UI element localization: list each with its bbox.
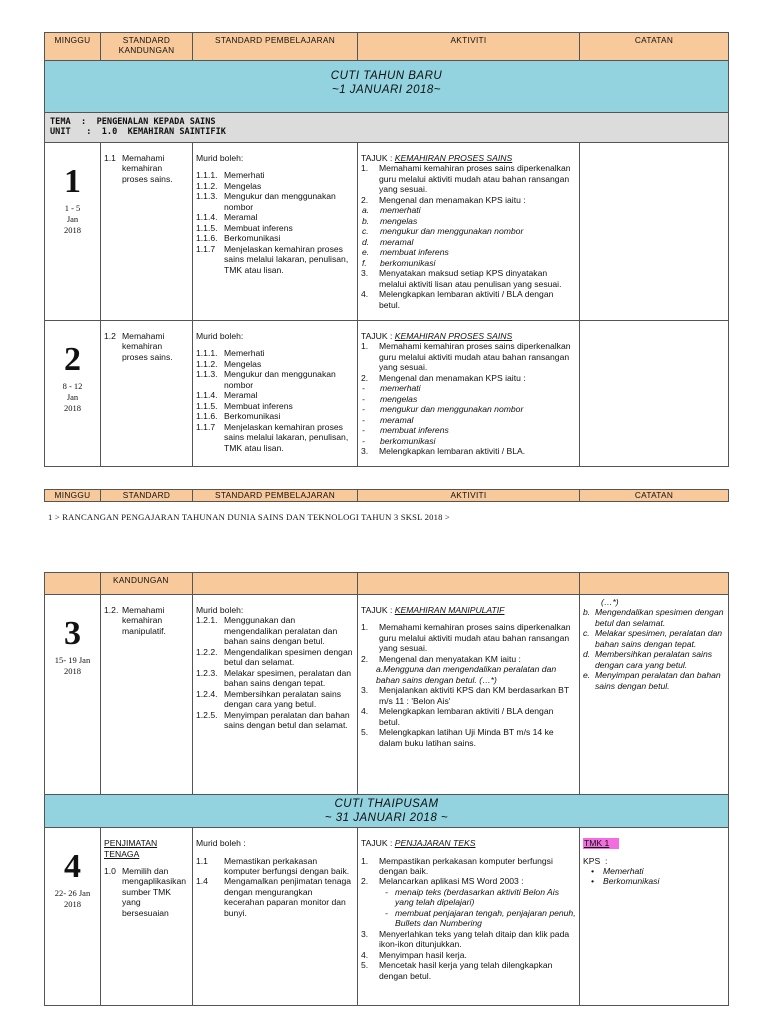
header-minggu: MINGGU bbox=[45, 490, 101, 502]
catatan-item: e. Menyimpan peralatan dan bahan sains dengan betul. bbox=[583, 670, 721, 691]
holiday-date: ~ 31 JANUARI 2018 ~ bbox=[324, 812, 449, 825]
header-standard-kandungan: STANDARD KANDUNGAN bbox=[101, 33, 193, 61]
header-aktiviti: AKTIVITI bbox=[358, 490, 580, 502]
sp-item: 1.1.3. Mengukur dan menggunakan nombor bbox=[196, 191, 336, 212]
header-standard-pembelajaran: STANDARD PEMBELAJARAN bbox=[193, 33, 358, 61]
kps-item: c. mengukur dan menggunakan nombor bbox=[362, 226, 524, 237]
week-cell bbox=[45, 142, 101, 320]
sp-item: 1.1.3. Mengukur dan menggunakan nombor bbox=[196, 369, 336, 390]
tajuk-title: PENJAJARAN TEKS bbox=[394, 838, 476, 849]
kps-item: - mengelas bbox=[362, 393, 418, 404]
catatan-cell bbox=[580, 142, 729, 320]
week-dates: 15- 19 Jan 2018 bbox=[54, 655, 91, 677]
standard-kandungan-cell: 1.1 Memahami kemahiran proses sains. bbox=[101, 142, 193, 320]
plan-table-page2 bbox=[44, 572, 729, 1006]
tmk-badge: TMK 1 bbox=[583, 838, 619, 848]
sp-item: 1.2.1. Menggunakan dan mengendalikan peralatan dan bahan sains dengan betul. bbox=[196, 615, 338, 647]
tema-line: TEMA : PENGENALAN KEPADA SAINS bbox=[50, 117, 216, 127]
plan-table-page1 bbox=[44, 32, 729, 467]
tajuk-title: KEMAHIRAN PROSES SAINS bbox=[394, 330, 513, 341]
sp-item: 1.1.1. Memerhati bbox=[196, 348, 265, 359]
header-aktiviti: AKTIVITI bbox=[358, 33, 580, 61]
aktiviti-cell: TAJUK : KEMAHIRAN PROSES SAINS 1. Memahami kemahiran proses sains diperkenalkan guru melalui aktiviti mudah atau bahan ransangan yang sesuai. 2. Mengenal dan menamakan KPS iaitu : a. memerhati b. mengelas c. mengukur dan menggunakan nombor d. meramal e. membuat inferens f. berkomunikasi 3. Menyatakan maksud setiap KPS dinyatakan melalui aktiviti lisan atau penulisan yang sesuai. 4. Melengkapkan lembaran aktiviti / BLA dengan betul. bbox=[358, 142, 580, 320]
header-catatan: CATATAN bbox=[580, 33, 729, 61]
sp-item: 1.2.5. Menyimpan peralatan dan bahan sains dengan betul dan selamat. bbox=[196, 709, 350, 731]
aktiviti-cell: TAJUK : KEMAHIRAN PROSES SAINS 1. Memahami kemahiran proses sains diperkenalkan guru melalui aktiviti mudah atau bahan ransangan yang sesuai. 2. Mengenal dan menamakan KPS iaitu : - memerhati - mengelas - mengukur dan menggunakan nombor - meramal - membuat inferens - berkomunikasi 3. Melengkapkan lembaran aktiviti / BLA. bbox=[358, 320, 580, 466]
kps-item: e. membuat inferens bbox=[362, 247, 449, 258]
week-number: 4 bbox=[64, 848, 81, 886]
standard-kandungan-cell: PENJIMATAN TENAGA 1.0 Memilih dan mengaplikasikan sumber TMK yang bersesuaian bbox=[101, 828, 193, 1006]
aktiviti-cell: TAJUK : PENJAJARAN TEKS 1. Mempastikan perkakasan komputer berfungsi dengan baik. 2. Melancarkan aplikasi MS Word 2003 : - menaip teks (berdasarkan aktiviti Belon Ais yang telah dipelajari) - membuat penjajaran tengah, penjajaran penuh, Bullets dan Numbering 3. Menyerlahkan teks yang telah ditaip dan klik pada ikon-ikon ditunjukkan. 4. Menyimpan hasil kerja. 5. Mencetak hasil kerja yang telah dilengkapkan dengan betul. bbox=[358, 828, 580, 1006]
sp-item: 1.1.5. Membuat inferens bbox=[196, 222, 293, 233]
week-number: 3 bbox=[64, 615, 81, 652]
week-dates: 22- 26 Jan 2018 bbox=[54, 888, 91, 910]
catatan-item: d. Membersihkan peralatan sains dengan cara yang betul. bbox=[583, 649, 713, 670]
week-row-2 bbox=[45, 320, 729, 466]
tajuk-title: KEMAHIRAN PROSES SAINS bbox=[394, 152, 513, 163]
sp-item: 1.1.6. Berkomunikasi bbox=[196, 233, 281, 244]
standard-pembelajaran-cell: Murid boleh: 1.1.1. Memerhati 1.1.2. Mengelas 1.1.3. Mengukur dan menggunakan nombor 1.1.4. Meramal 1.1.5. Membuat inferens 1.1.6. Berkomunikasi 1.1.7 Menjelaskan kemahiran proses sains melalui lakaran, penulisan, TMK atau lisan. bbox=[193, 320, 358, 466]
catatan-cell bbox=[580, 320, 729, 466]
week-cell bbox=[45, 595, 101, 795]
page-footer: 1 > RANCANGAN PENGAJARAN TAHUNAN DUNIA SAINS DAN TEKNOLOGI TAHUN 3 SKSL 2018 > bbox=[48, 512, 450, 522]
sp-item: 1.1.1. Memerhati bbox=[196, 170, 265, 181]
sk-text: Memahami kemahiran proses sains. bbox=[122, 330, 173, 362]
sp-item: 1.1.7 Menjelaskan kemahiran proses sains melalui lakaran, penulisan, TMK atau lisan. bbox=[196, 421, 349, 453]
sp-item: 1.2.4. Membersihkan peralatan sains dengan cara yang betul. bbox=[196, 688, 342, 710]
sk-text: Memahami kemahiran proses sains. bbox=[122, 152, 173, 184]
catatan-item: c. Melakar spesimen, peralatan dan bahan sains dengan tepat. bbox=[583, 628, 723, 649]
footer-header-table bbox=[44, 489, 729, 502]
catatan-cell bbox=[580, 828, 729, 1006]
kps-bullet: • Memerhati bbox=[591, 866, 644, 876]
kps-item: - mengukur dan menggunakan nombor bbox=[362, 404, 524, 415]
kps-item: f. berkomunikasi bbox=[362, 257, 436, 268]
holiday-title: CUTI TAHUN BARU bbox=[330, 70, 443, 82]
week-dates: 1 - 5 Jan 2018 bbox=[64, 202, 81, 236]
header-row bbox=[45, 573, 729, 595]
sp-item: 1.1.4. Meramal bbox=[196, 212, 258, 223]
week-row-1 bbox=[45, 142, 729, 320]
week-row-3 bbox=[45, 595, 729, 795]
standard-kandungan-cell: 1.2 Memahami kemahiran proses sains. bbox=[101, 320, 193, 466]
kps-item: - membuat inferens bbox=[362, 425, 449, 436]
week-cell bbox=[45, 320, 101, 466]
kps-item: a. memerhati bbox=[362, 205, 421, 216]
sk-title: PENJIMATAN TENAGA bbox=[104, 838, 158, 859]
kps-item: b. mengelas bbox=[362, 215, 418, 226]
header-kandungan: KANDUNGAN bbox=[101, 573, 193, 595]
week-cell bbox=[45, 828, 101, 1006]
header-standard-pembelajaran: STANDARD PEMBELAJARAN bbox=[193, 490, 358, 502]
holiday-row-new-year bbox=[45, 61, 729, 113]
sp-item: 1.1 Memastikan perkakasan komputer berfungsi dengan baik. bbox=[196, 855, 350, 876]
header-minggu: MINGGU bbox=[45, 33, 101, 61]
kps-item: - memerhati bbox=[362, 383, 421, 394]
kps-item: d. meramal bbox=[362, 236, 414, 247]
sk-text: Memilih dan mengaplikasikan sumber TMK yang bersesuaian bbox=[122, 866, 187, 918]
standard-pembelajaran-cell: Murid boleh: 1.1.1. Memerhati 1.1.2. Mengelas 1.1.3. Mengukur dan menggunakan nombor 1.1.4. Meramal 1.1.5. Membuat inferens 1.1.6. Berkomunikasi 1.1.7 Menjelaskan kemahiran proses sains melalui lakaran, penulisan, TMK atau lisan. bbox=[193, 142, 358, 320]
holiday-row-thaipusam bbox=[45, 795, 729, 828]
sp-item: 1.1.7 Menjelaskan kemahiran proses sains melalui lakaran, penulisan, TMK atau lisan. bbox=[196, 243, 349, 275]
sp-item: 1.1.6. Berkomunikasi bbox=[196, 411, 281, 422]
kps-item: - meramal bbox=[362, 414, 414, 425]
sp-item: 1.2.3. Melakar spesimen, peralatan dan bahan sains dengan tepat. bbox=[196, 667, 352, 689]
header-catatan: CATATAN bbox=[580, 490, 729, 502]
kps-item: - berkomunikasi bbox=[362, 435, 436, 446]
unit-line: UNIT : 1.0 KEMAHIRAN SAINTIFIK bbox=[50, 127, 226, 138]
sp-item: 1.1.2. Mengelas bbox=[196, 180, 262, 191]
sk-text: Memahami kemahiran manipulatif. bbox=[122, 605, 166, 636]
sp-item: 1.1.2. Mengelas bbox=[196, 358, 262, 369]
kps-bullet: • Berkomunikasi bbox=[591, 876, 660, 887]
catatan-item: b. Mengendalikan spesimen dengan betul dan selamat. bbox=[583, 607, 724, 628]
sp-item: 1.4 Mengamalkan penjimatan tenaga dengan mengurangkan kecerahan paparan monitor dan bunyi. bbox=[196, 876, 352, 918]
tajuk-title: KEMAHIRAN MANIPULATIF bbox=[394, 605, 505, 615]
standard-pembelajaran-cell: Murid boleh: 1.2.1. Menggunakan dan mengendalikan peralatan dan bahan sains dengan betul. 1.2.2. Mengendalikan spesimen dengan betul dan selamat. 1.2.3. Melakar spesimen, peralatan dan bahan sains dengan tepat. 1.2.4. Membersihkan peralatan sains dengan cara yang betul. 1.2.5. Menyimpan peralatan dan bahan sains dengan betul dan selamat. bbox=[193, 595, 358, 795]
sp-item: 1.1.5. Membuat inferens bbox=[196, 400, 293, 411]
week-dates: 8 - 12 Jan 2018 bbox=[62, 380, 83, 414]
kps-label: KPS : bbox=[583, 855, 608, 866]
header-row bbox=[45, 33, 729, 61]
week-number: 1 bbox=[64, 162, 81, 200]
catatan-cell: (…*) b. Mengendalikan spesimen dengan betul dan selamat. c. Melakar spesimen, peralatan dan bahan sains dengan tepat. d. Membersihkan peralatan sains dengan cara yang betul. e. Menyimpan peralatan dan bahan sains dengan betul. bbox=[580, 595, 729, 795]
holiday-date: ~1 JANUARI 2018~ bbox=[331, 84, 441, 97]
aktiviti-cell: TAJUK : KEMAHIRAN MANIPULATIF 1. Memahami kemahiran proses sains diperkenalkan guru melalui aktiviti mudah atau bahan ransangan yang sesuai. 2. Mengenal dan menyatakan KM iaitu : a.Mengguna dan mengendalikan peralatan dan bahan sains dengan betul. (…*) 3. Menjalankan aktiviti KPS dan KM berdasarkan BT m/s 11 : 'Belon Ais' 4. Melengkapkan lembaran aktiviti / BLA dengan betul. 5. Melengkapkan latihan Uji Minda BT m/s 14 ke dalam buku latihan sains. bbox=[358, 595, 580, 795]
standard-kandungan-cell: 1.2. Memahami kemahiran manipulatif. bbox=[101, 595, 193, 795]
standard-pembelajaran-cell: Murid boleh : 1.1 Memastikan perkakasan komputer berfungsi dengan baik. 1.4 Mengamalkan penjimatan tenaga dengan mengurangkan kecerahan paparan monitor dan bunyi. bbox=[193, 828, 358, 1006]
week-number: 2 bbox=[64, 340, 81, 378]
sp-item: 1.1.4. Meramal bbox=[196, 390, 258, 401]
sp-item: 1.2.2. Mengendalikan spesimen dengan betul dan selamat. bbox=[196, 646, 353, 668]
header-standard: STANDARD bbox=[101, 490, 193, 502]
tema-row bbox=[45, 113, 729, 143]
week-row-4 bbox=[45, 828, 729, 1006]
holiday-title: CUTI THAIPUSAM bbox=[334, 798, 439, 810]
